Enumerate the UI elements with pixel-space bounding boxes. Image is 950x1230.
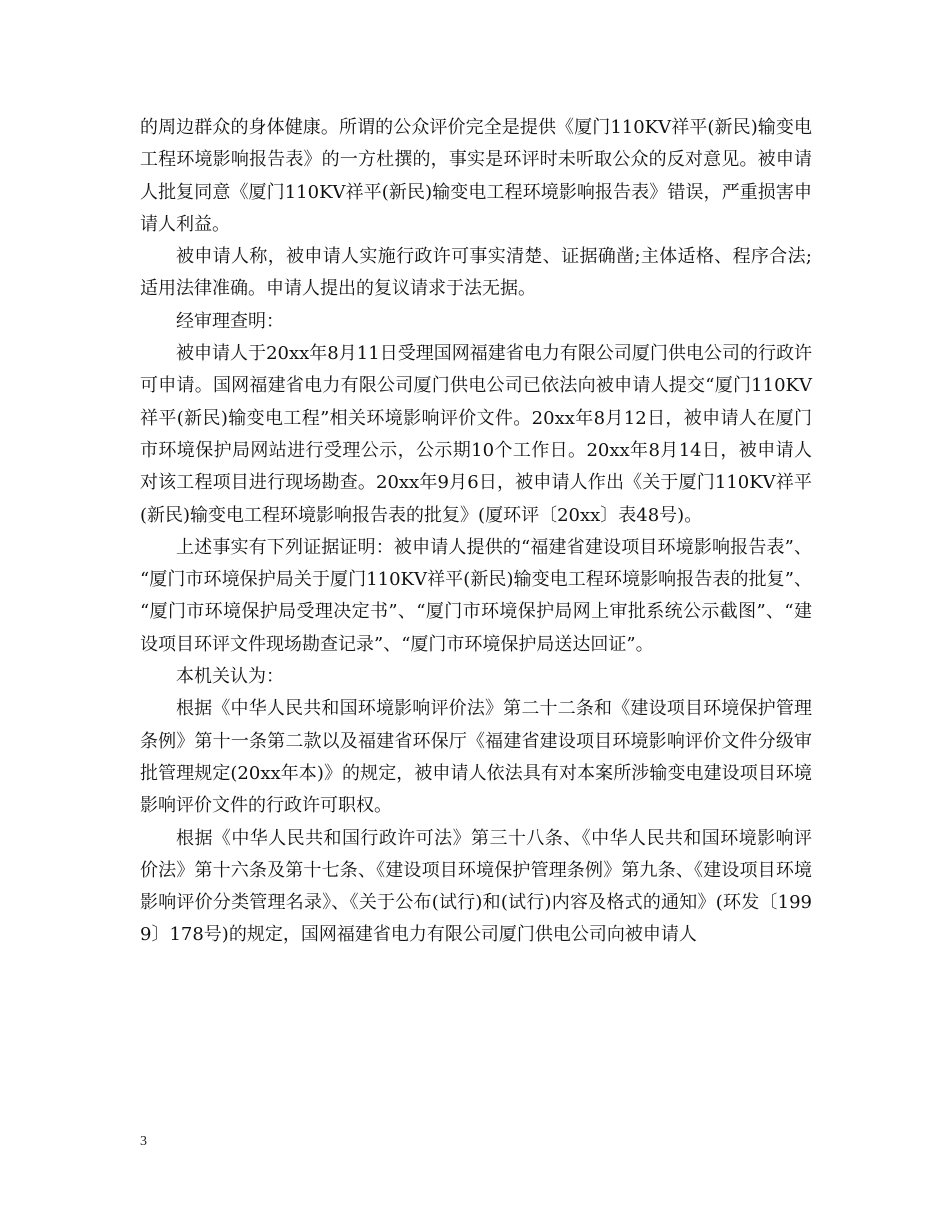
paragraph-findings-heading: 经审理查明： [176,310,284,332]
paragraph-legal-basis: 根据《中华人民共和国行政许可法》第三十八条、《中华人民共和国环境影响评价法》第十六条及第十七条、《建设项目环境保护管理条例》第九条、《建设项目环境影响评价分类管理名录》、《关于公布(试行)和(试行)内容及格式的通知》(环发〔1999〕178号)的规定，国网福建省电力有限公司厦门供电公司向被申请人 [140,827,812,946]
page-number: 3 [140,1134,147,1149]
paragraph-continuation: 的周边群众的身体健康。所谓的公众评价完全是提供《厦门110KV祥平(新民)输变电工程环境影响报告表》的一方杜撰的，事实是环评时未听取公众的反对意见。被申请人批复同意《厦门110KV祥平(新民)输变电工程环境影响报告表》错误，严重损害申请人利益。 [140,117,812,235]
paragraph-opinion-heading: 本机关认为： [176,666,284,688]
paragraph-legal-authority: 根据《中华人民共和国环境影响评价法》第二十二条和《建设项目环境保护管理条例》第十一条第二款以及福建省环保厅《福建省建设项目环境影响评价文件分级审批管理规定(20xx年本)》的规定，被申请人依法具有对本案所涉输变电建设项目环境影响评价文件的行政许可职权。 [140,698,812,817]
paragraph-respondent-statement: 被申请人称，被申请人实施行政许可事实清楚、证据确凿;主体适格、程序合法;适用法律准确。申请人提出的复议请求于法无据。 [140,246,812,300]
paragraph-findings-facts: 被申请人于20xx年8月11日受理国网福建省电力有限公司厦门供电公司的行政许可申请。国网福建省电力有限公司厦门供电公司已依法向被申请人提交“厦门110KV祥平(新民)输变电工程”相关环境影响评价文件。20xx年8月12日，被申请人在厦门市环境保护局网站进行受理公示，公示期10个工作日。20xx年8月14日，被申请人对该工程项目进行现场勘查。20xx年9月6日，被申请人作出《关于厦门110KV祥平(新民)输变电工程环境影响报告表的批复》(厦环评〔20xx〕表48号)。 [140,343,812,526]
paragraph-evidence: 上述事实有下列证据证明：被申请人提供的“福建省建设项目环境影响报告表”、“厦门市环境保护局关于厦门110KV祥平(新民)输变电工程环境影响报告表的批复”、“厦门市环境保护局受理决定书”、“厦门市环境保护局网上审批系统公示截图”、“建设项目环评文件现场勘查记录”、“厦门市环境保护局送达回证”。 [140,536,812,655]
document-body [140,112,812,952]
